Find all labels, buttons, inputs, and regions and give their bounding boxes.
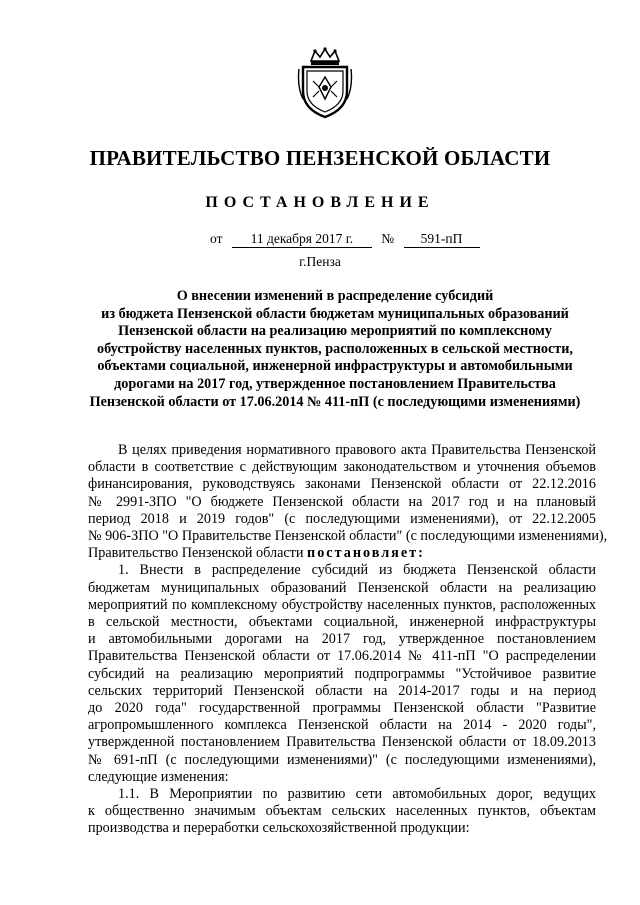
- subject-line: обустройству населенных пунктов, расположенных в сельской местности,: [97, 340, 573, 357]
- body-line: мероприятий по комплексному обустройству населенных пунктов, расположенных: [88, 596, 596, 613]
- document-city: г.Пенза: [299, 254, 341, 269]
- body-line: период 2018 и 2019 годов" (с последующими изменениями), от 22.12.2005: [88, 510, 596, 527]
- body-line: № 691-пП (с последующими изменениями)" (с последующими изменениями),: [88, 751, 596, 768]
- body-line: утвержденной постановлением Правительства Пензенской области от 18.09.2013: [88, 734, 596, 751]
- document-type: ПОСТАНОВЛЕНИЕ: [205, 194, 435, 211]
- subject-line: Пензенской области на реализацию мероприятий по комплексному: [118, 323, 552, 340]
- date-prefix: от: [210, 231, 223, 246]
- subject-line: из бюджета Пензенской области бюджетам муниципальных образований: [101, 305, 569, 322]
- body-line: В целях приведения нормативного правового акта Правительства Пензенской: [118, 442, 596, 458]
- body-line: 1. Внести в распределение субсидий из бюджета Пензенской области: [118, 562, 596, 579]
- document-subject: [70, 288, 600, 411]
- body-line: № 2991-ЗПО "О бюджете Пензенской области на 2017 год и на плановый: [88, 493, 596, 510]
- number-label: №: [381, 231, 395, 246]
- body-line: в сельской местности, объектами социальной, инженерной инфраструктуры: [88, 614, 596, 631]
- intro-last-text: Правительство Пензенской области: [88, 545, 308, 562]
- body-line: финансирования, руководствуясь законами Пензенской области от 22.12.2016: [88, 476, 596, 493]
- government-title: ПРАВИТЕЛЬСТВО ПЕНЗЕНСКОЙ ОБЛАСТИ: [89, 146, 551, 170]
- document-date: 11 декабря 2017 г.: [232, 231, 372, 248]
- body-line: до 2020 года" государственной программы Пензенской области "Развитие: [88, 700, 596, 717]
- document-number: 591-пП: [404, 231, 480, 248]
- body-line: субсидий на реализацию мероприятий подпрограммы "Устойчивое развитие: [88, 665, 596, 682]
- body-line: сельских территорий Пензенской области на 2014-2017 годы и на период: [88, 682, 596, 699]
- subject-line: О внесении изменений в распределение субсидий: [176, 288, 494, 304]
- body-line: производства и переработки сельскохозяйственной продукции:: [88, 820, 470, 837]
- body-line: [88, 545, 596, 562]
- body-line: следующие изменения:: [88, 768, 229, 785]
- subject-line: объектами социальной, инженерной инфраструктуры и автомобильными: [97, 358, 573, 375]
- body-line: к общественно значимым объектам сельских населенных пунктов, объектам: [88, 803, 596, 820]
- body-line: 1.1. В Мероприятии по развитию сети автомобильных дорог, ведущих: [118, 786, 596, 803]
- document-body: [88, 442, 608, 838]
- document-dateline: [210, 231, 480, 248]
- subject-line: дорогами на 2017 год, утвержденное постановлением Правительства: [114, 375, 556, 392]
- body-line: агропромышленного комплекса Пензенской области на 2014 - 2020 годы",: [88, 717, 596, 734]
- coat-of-arms-emblem: [297, 47, 353, 119]
- body-line: области в соответствие с действующим законодательством и уточнения объемов: [88, 459, 596, 476]
- body-line: бюджетам муниципальных образований Пензенской области на реализацию: [88, 579, 596, 596]
- body-line: Правительства Пензенской области от 17.06.2014 № 411-пП "О распределении: [88, 648, 596, 665]
- decree-word: постановляет:: [307, 545, 425, 562]
- subject-line: Пензенской области от 17.06.2014 № 411-пП (с последующими изменениями): [89, 393, 581, 410]
- body-line: и автомобильными дорогами на 2017 год, утвержденное постановлением: [88, 631, 596, 648]
- body-line: № 906-ЗПО "О Правительстве Пензенской области" (с последующими изменениями),: [88, 528, 608, 545]
